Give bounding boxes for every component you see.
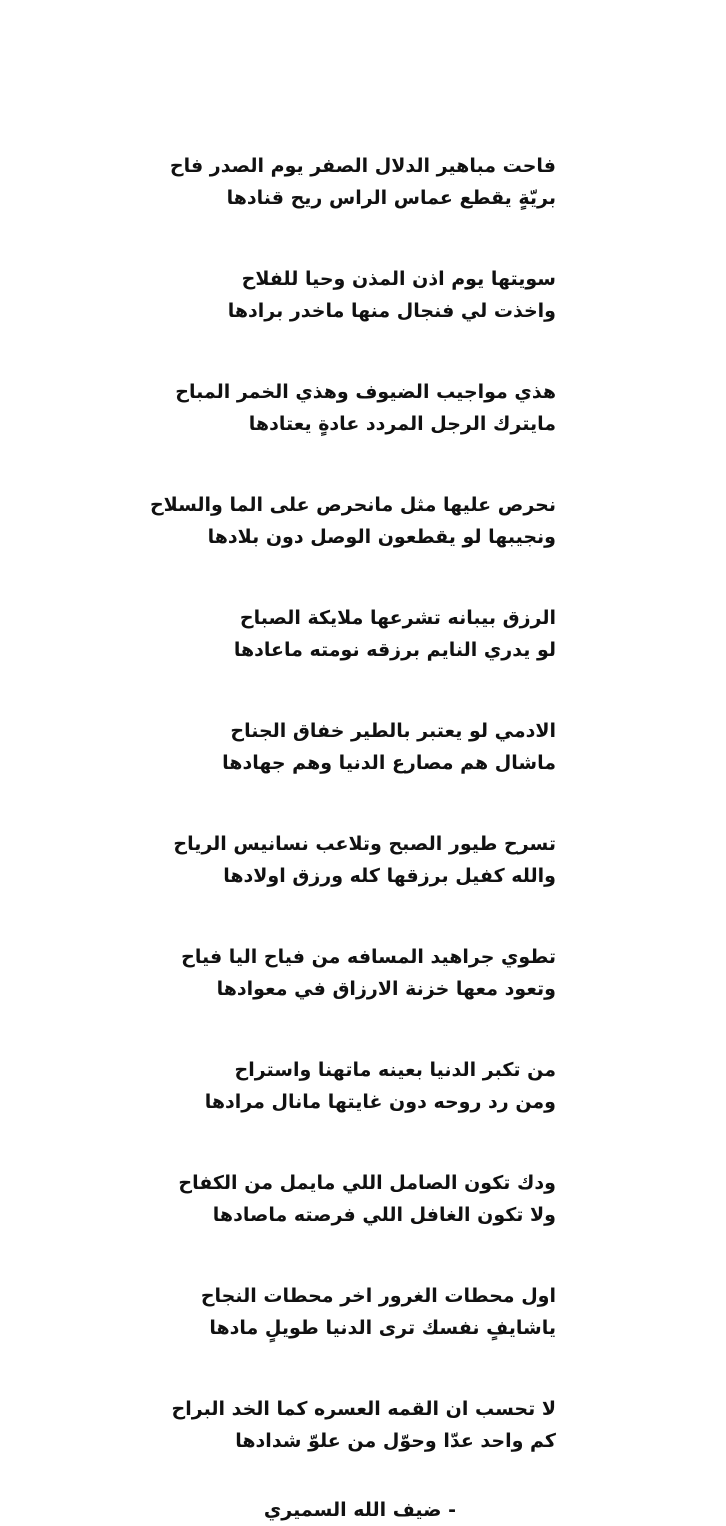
- verse-line: ودك تكون الصامل اللي مايمل من الكفاح: [178, 1172, 556, 1194]
- stanza-6: [160, 715, 556, 779]
- stanza-11: [160, 1280, 556, 1344]
- verse-line: الادمي لو يعتبر بالطير خفاق الجناح: [230, 720, 556, 742]
- verse-line: فاحت مباهير الدلال الصفر يوم الصدر فاح: [169, 155, 556, 177]
- verse-line: نحرص عليها مثل مانحرص على الما والسلاح: [149, 494, 556, 516]
- verse-line: ولا تكون الغافل اللي فرصته ماصادها: [212, 1204, 556, 1226]
- verse-line: الرزق بيبانه تشرعها ملايكة الصباح: [239, 607, 556, 629]
- verse-line: تطوي جراهيد المسافه من فياح اليا فياح: [181, 946, 556, 968]
- verse-line: وتعود معها خزنة الارزاق في معوادها: [216, 978, 556, 1000]
- verse-line: تسرح طيور الصبح وتلاعب نسانيس الرياح: [173, 833, 556, 855]
- stanza-5: [160, 602, 556, 666]
- verse-line: اول محطات الغرور اخر محطات النجاح: [200, 1285, 556, 1307]
- stanza-1: [160, 150, 556, 214]
- verse-line: بريّةٍ يقطع عماس الراس ريح قنادها: [226, 187, 556, 209]
- stanza-7: [160, 828, 556, 892]
- stanza-3: [160, 376, 556, 440]
- verse-line: ماشال هم مصارع الدنيا وهم جهادها: [222, 752, 556, 774]
- verse-line: سويتها يوم اذن المذن وحيا للفلاح: [241, 268, 556, 290]
- stanza-10: [160, 1167, 556, 1231]
- verse-line: من تكبر الدنيا بعينه ماتهنا واستراح: [234, 1059, 556, 1081]
- verse-line: ومن رد روحه دون غايتها مانال مرادها: [204, 1091, 556, 1113]
- verse-line: مايترك الرجل المردد عادةٍ يعتادها: [248, 413, 556, 435]
- verse-line: ياشايفٍ نفسك ترى الدنيا طويلٍ مادها: [209, 1317, 556, 1339]
- verse-line: واخذت لي فنجال منها ماخدر برادها: [227, 300, 556, 322]
- verse-line: هذي مواجيب الضيوف وهذي الخمر المباح: [175, 381, 556, 403]
- verse-line: لو يدري النايم برزقه نومته ماعادها: [233, 639, 556, 661]
- verse-line: والله كفيل برزقها كله ورزق اولادها: [223, 865, 556, 887]
- verse-line: كم واحد عدّا وحوّل من علوّ شدادها: [235, 1430, 556, 1452]
- verse-line: لا تحسب ان القمه العسره كما الخد البراح: [171, 1398, 556, 1420]
- stanza-12: [160, 1393, 556, 1457]
- verse-line: ونجيبها لو يقطعون الوصل دون بلادها: [207, 526, 556, 548]
- poem-body: [149, 150, 556, 1526]
- stanza-9: [160, 1054, 556, 1118]
- poet-signature: - ضيف الله السميري: [263, 1499, 456, 1521]
- stanza-8: [160, 941, 556, 1005]
- stanza-2: [160, 263, 556, 327]
- stanza-4: [149, 489, 556, 553]
